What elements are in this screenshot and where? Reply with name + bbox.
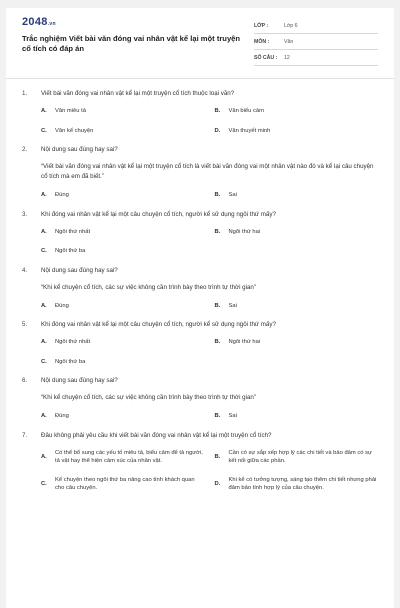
worksheet-page [6, 8, 394, 608]
question-body: Nội dung sau đúng hay sai? [41, 377, 118, 384]
question-text [22, 211, 378, 219]
option-text: Ngôi thứ ba [55, 248, 86, 254]
option-letter: A. [41, 339, 47, 345]
option-letter: C. [41, 358, 47, 365]
option-letter: D. [214, 480, 221, 487]
question-text [22, 146, 378, 154]
option-a[interactable] [41, 302, 205, 311]
worksheet-title: Trắc nghiệm Viết bài văn đóng vai nhân vật kể lại một truyện cổ tích có đáp án [22, 34, 241, 53]
question-body: Nội dung sau đúng hay sai? [41, 266, 118, 274]
logo-suffix: .vn [47, 21, 56, 27]
option-letter: C. [41, 127, 47, 134]
option-letter: B. [214, 413, 221, 419]
option-a[interactable] [41, 191, 205, 200]
option-b[interactable] [215, 449, 379, 466]
option-text: Đúng [55, 302, 69, 309]
option-b[interactable] [215, 302, 379, 311]
meta-value: Lớp 6 [284, 22, 298, 29]
option-letter: B. [214, 228, 221, 235]
question-number: 5. [22, 321, 28, 328]
options [41, 191, 378, 200]
option-text: Có thể bổ sung các yếu tố miêu tả, biểu cảm để tả người, tả vật hay thể hiện cảm xúc của nhân vật. [55, 449, 203, 464]
question-text [22, 321, 378, 329]
option-text: Ngôi thứ hai [228, 339, 261, 345]
option-a[interactable] [41, 338, 205, 347]
option-letter: C. [41, 248, 47, 254]
option-b[interactable] [215, 228, 379, 237]
option-letter: B. [214, 453, 221, 460]
site-logo[interactable] [22, 16, 247, 28]
option-letter: A. [41, 228, 47, 235]
option-letter: A. [41, 108, 47, 114]
option-text: Đúng [55, 413, 69, 419]
option-text: Văn kể chuyện [55, 127, 94, 134]
meta-label: MÔN : [254, 38, 270, 45]
question-body: Đâu không phải yêu cầu khi viết bài văn đóng vai nhân vật kể lại một truyện cổ tích? [41, 431, 272, 439]
options [41, 302, 378, 311]
option-text: Sai [228, 192, 237, 198]
option-text: Ngôi thứ nhất [55, 339, 91, 345]
question-body: Viết bài văn đóng vai nhân vật kể lại một truyện cổ tích thuộc loại văn? [41, 90, 235, 97]
meta-row-count [254, 50, 378, 66]
option-c[interactable] [41, 476, 205, 493]
question-4 [22, 267, 378, 311]
question-quote: “Viết bài văn đóng vai nhân vật kể lại một truyện cổ tích là viết bài văn đóng vai một nhân vật nào đó và kể lại câu chuyện cổ tích mà em đã biết.” [41, 163, 374, 180]
question-text [22, 267, 378, 275]
logo-main: 2048 [22, 16, 48, 28]
option-d[interactable] [215, 476, 379, 493]
option-b[interactable] [215, 412, 379, 421]
option-text: Ngôi thứ ba [55, 358, 86, 365]
question-5 [22, 321, 378, 366]
worksheet-header [22, 16, 378, 66]
options [41, 412, 378, 421]
option-c[interactable] [41, 127, 205, 136]
option-letter: A. [41, 302, 47, 309]
options [41, 107, 378, 135]
options [41, 338, 378, 366]
option-c[interactable] [41, 358, 205, 367]
question-number: 2. [22, 146, 28, 153]
question-number: 6. [22, 377, 28, 384]
option-a[interactable] [41, 107, 205, 116]
meta-value: 12 [284, 54, 290, 61]
option-text: Cần có sự sắp xếp hợp lý các chi tiết và bảo đảm có sự kết nối giữa các phần. [228, 449, 372, 464]
question-number: 3. [22, 210, 28, 218]
option-text: Kể chuyện theo ngôi thứ ba nâng cao tính khách quan cho câu chuyện. [55, 476, 195, 491]
option-text: Sai [228, 413, 237, 419]
question-2 [22, 146, 378, 200]
option-text: Khi kể có tưởng tượng, sáng tạo thêm chi tiết nhưng phải đảm bảo tính hợp lý của câu chuyện. [228, 476, 377, 491]
header-divider [6, 78, 394, 79]
question-number: 4. [22, 266, 28, 274]
question-body: Khi đóng vai nhân vật kể lại một câu chuyện cổ tích, người kể sử dụng ngôi thứ mấy? [41, 321, 276, 328]
question-text [22, 377, 378, 385]
header-left [22, 16, 247, 66]
question-body: Nội dung sau đúng hay sai? [41, 146, 118, 153]
option-text: Ngôi thứ nhất [55, 228, 91, 235]
option-text: Ngôi thứ hai [228, 228, 261, 235]
question-text [22, 90, 378, 98]
question-6 [22, 377, 378, 421]
option-letter: A. [41, 413, 47, 419]
meta-label: LỚP : [254, 22, 269, 29]
option-letter: A. [41, 453, 47, 460]
option-b[interactable] [215, 107, 379, 116]
meta-row-class [254, 18, 378, 34]
option-text: Đúng [55, 192, 69, 198]
option-d[interactable] [215, 127, 379, 136]
question-number: 1. [22, 90, 28, 97]
option-letter: B. [214, 339, 221, 345]
question-quote: “Khi kể chuyện cổ tích, các sự việc không cần trình bày theo trình tự thời gian” [41, 283, 256, 291]
option-a[interactable] [41, 412, 205, 421]
option-letter: C. [41, 480, 47, 487]
options [41, 449, 378, 493]
option-letter: B. [214, 108, 221, 114]
question-7 [22, 432, 378, 493]
option-letter: B. [214, 192, 221, 198]
option-letter: D. [214, 127, 221, 134]
question-3 [22, 211, 378, 256]
option-a[interactable] [41, 449, 205, 466]
option-letter: A. [41, 192, 47, 198]
meta-value: Văn [284, 38, 294, 45]
option-text: Văn thuyết minh [228, 127, 271, 134]
question-body: Khi đóng vai nhân vật kể lại một câu chuyện cổ tích, người kể sử dụng ngôi thứ mấy? [41, 210, 276, 218]
option-text: Sai [228, 302, 237, 309]
option-text: Văn miêu tả [55, 108, 86, 114]
option-a[interactable] [41, 228, 205, 237]
meta-row-subject [254, 34, 378, 50]
question-number: 7. [22, 431, 28, 439]
question-text [22, 432, 378, 440]
option-text: Văn biểu cảm [228, 108, 264, 114]
meta-label: SỐ CÂU : [254, 54, 278, 61]
option-b[interactable] [215, 191, 379, 200]
question-1 [22, 90, 378, 135]
option-c[interactable] [41, 247, 205, 256]
worksheet-meta [254, 18, 378, 66]
options [41, 228, 378, 256]
option-letter: B. [214, 302, 221, 309]
question-quote: “Khi kể chuyện cổ tích, các sự việc không cần trình bày theo trình tự thời gian” [41, 394, 256, 401]
option-b[interactable] [215, 338, 379, 347]
